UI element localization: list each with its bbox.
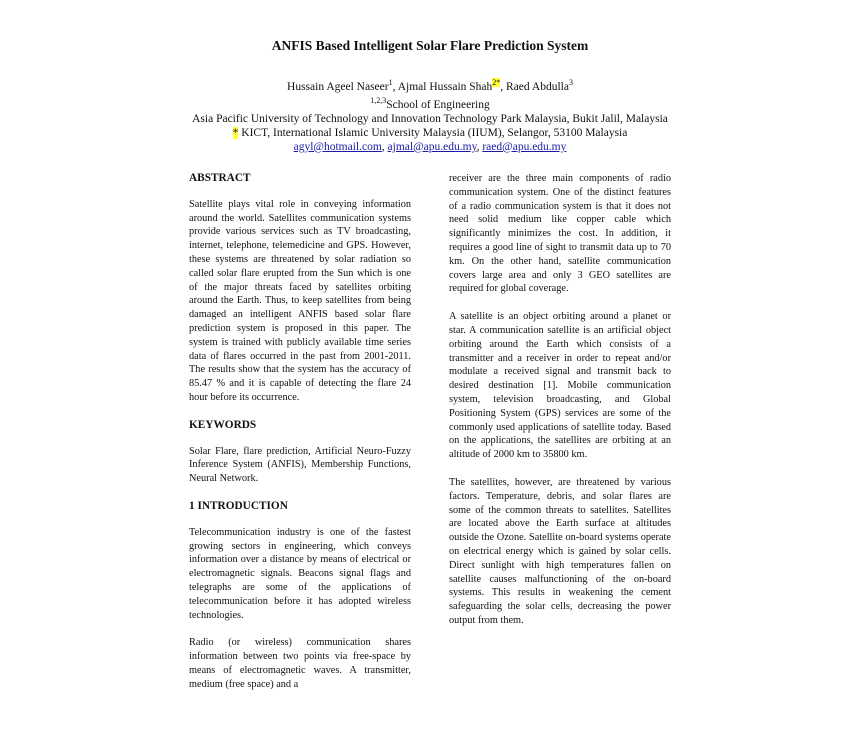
abstract-text: Satellite plays vital role in conveying information around the world. Satellites communication systems provide various services such as TV broadcasting, internet, telephone, telemedicine and GPS. However, these systems are threatened by solar radiation so called solar flare erupted from the Sun which is one of the major threats faced by satellites orbiting around the Earth. Thus, to keep satellites from being damaged an intelligent ANFIS based solar flare prediction system is proposed in this paper. The system is trained with publicly available time series data of flares occurred in the past from 2001-2011. The results show that the system has the accuracy of 85.47 % and it is capable of detecting the flare 24 hour before its occurrence.: [189, 198, 411, 403]
introduction-paragraph: Radio (or wireless) communication shares information between two points via free-space by means of electromagnetic waves. A transmitter, medium (free space) and a: [189, 637, 411, 690]
email-link[interactable]: raed@apu.edu.my: [482, 140, 567, 153]
author-name: Raed Abdulla: [506, 80, 569, 93]
left-column: [189, 172, 411, 706]
email-link[interactable]: ajmal@apu.edu.my: [387, 140, 477, 153]
author-affil-marker: 1: [388, 78, 393, 87]
author-separator: ,: [500, 80, 507, 93]
author-affil-marker: 3: [568, 78, 573, 87]
body-paragraph: receiver are the three main components of radio communication system. One of the distinct features of a radio communication system is that it does not need solid medium like copper cable which significantly minimizes the cost. In addition, it requires a good line of sight to transmit data up to 70 km. On the other hand, satellite communication covers large area and only 3 GEO satellites are required for global coverage.: [449, 173, 671, 295]
school-affil-marker: 1,2,3: [370, 95, 387, 105]
affiliation-university: Asia Pacific University of Technology and Innovation Technology Park Malaysia, Bukit Jalil, Malaysia: [192, 112, 668, 125]
email-link[interactable]: agyl@hotmail.com: [293, 140, 382, 153]
right-column: [449, 172, 671, 642]
body-paragraph: The satellites, however, are threatened by various factors. Temperature, debris, and solar flares are some of the common threats to satellites. Satellites are located above the Earth surface at altitudes outside the Ozone. Satellite on-board systems operate on electrical energy which is gained by solar cells. Direct sunlight with high temperatures fallen on satellite causes malfunctioning of the on-board systems. This results in weakening the cement safeguarding the solar cells, decreasing the power output from them.: [449, 476, 671, 626]
keywords-text: Solar Flare, flare prediction, Artificial Neuro-Fuzzy Inference System (ANFIS), Membership Functions, Neural Network.: [189, 445, 411, 485]
abstract-heading: ABSTRACT: [189, 172, 251, 184]
kict-text: KICT, International Islamic University Malaysia (IIUM), Selangor, 53100 Malaysia: [238, 126, 628, 139]
school-name: School of Engineering: [386, 98, 490, 111]
introduction-paragraph: Telecommunication industry is one of the fastest growing sectors in engineering, which conveys information over a distance by means of electrical or electromagnetic signals. Beacons signal flags and telegraphs are some of the applications of telecommunication before it has adopted wireless technologies.: [189, 526, 411, 621]
author-affil-marker-highlighted: 2*: [492, 78, 501, 87]
email-separator: ,: [381, 140, 388, 153]
affiliation-kict: [0, 126, 860, 140]
author-name: Hussain Ageel Naseer: [287, 80, 389, 93]
body-paragraph: A satellite is an object orbiting around a planet or star. A communication satellite is an artificial object orbiting around the Earth which consists of a transmitter and a receiver in order to repeat and/or modulate a received signal and transmit back to desired destination [1]. Mobile communication system, television broadcasting, and Global Positioning System (GPS) services are some of the commonly used applications of satellite today. Based on the applications, the satellites are orbiting at an altitude of 2000 km to 35800 km.: [449, 311, 671, 461]
author-block: [0, 76, 860, 154]
kict-marker: *: [232, 126, 239, 139]
author-separator: ,: [392, 80, 398, 93]
affiliation-school: [0, 94, 860, 112]
keywords-heading: KEYWORDS: [189, 418, 257, 431]
author-name: Ajmal Hussain Shah: [397, 80, 493, 93]
author-line: [0, 76, 860, 94]
introduction-heading: 1 INTRODUCTION: [189, 499, 288, 512]
paper-title: ANFIS Based Intelligent Solar Flare Prediction System: [271, 38, 589, 53]
email-separator: ,: [476, 140, 483, 153]
email-line: [0, 140, 860, 154]
